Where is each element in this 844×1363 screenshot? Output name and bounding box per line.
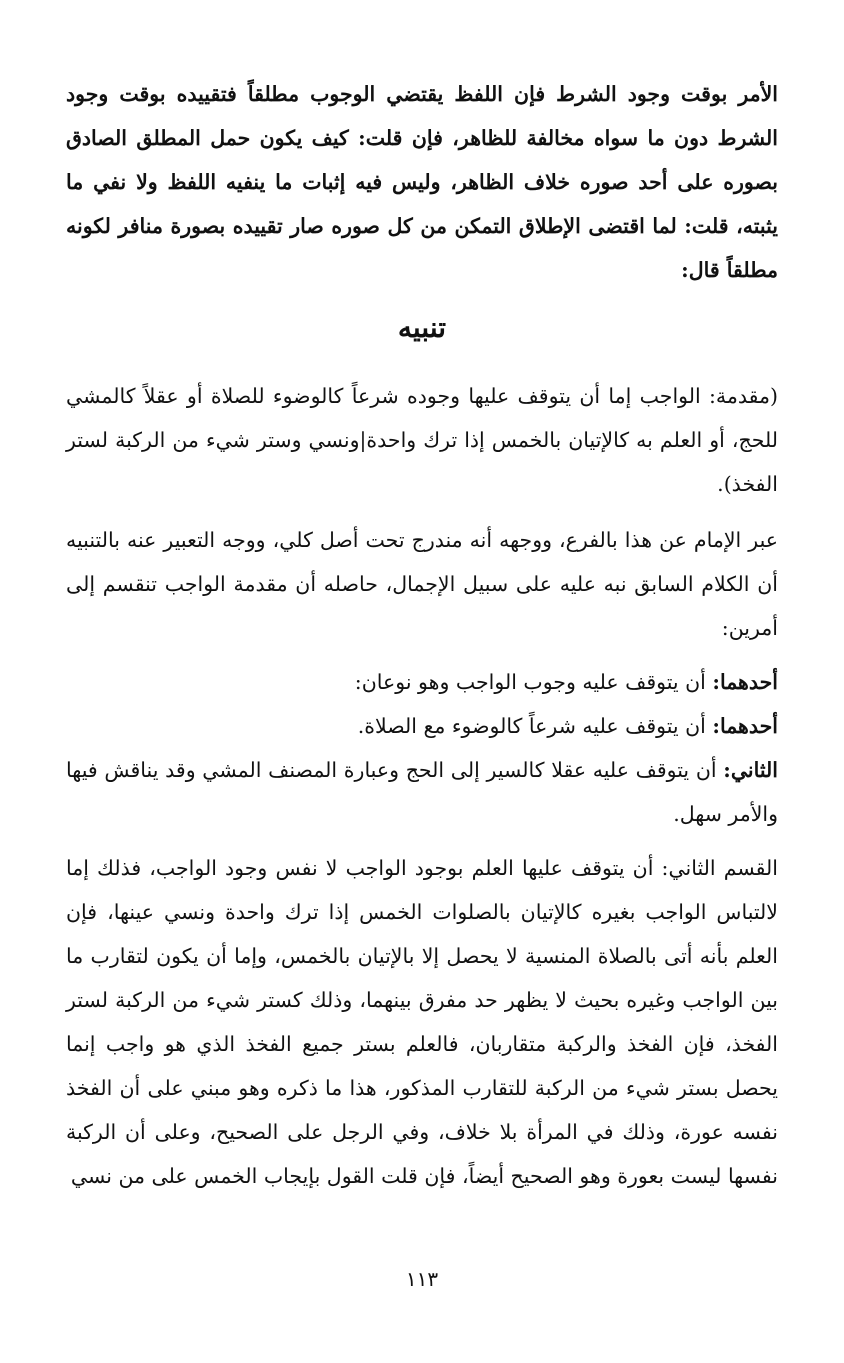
list-item-second [66, 748, 778, 836]
paragraph-commentary: عبر الإمام عن هذا بالفرع، ووجهه أنه مندرج تحت أصل كلي، ووجه التعبير عنه بالتنبيه أن الكلام السابق نبه عليه على سبيل الإجمال، حاصله أن مقدمة الواجب تنقسم إلى أمرين: [66, 528, 778, 640]
item-text: أن يتوقف عليه شرعاً كالوضوء مع الصلاة. [357, 714, 713, 738]
page-number: ١١٣ [405, 1267, 439, 1291]
paragraph-second-part: القسم الثاني: أن يتوقف عليها العلم بوجود الواجب لا نفس وجود الواجب، فذلك إما لالتباس الواجب بغيره كالإتيان بالصلوات الخمس إذا ترك واحدة ونسي عينها، فإن العلم بأنه أتى بالصلاة المنسية لا يحصل إلا بالإتيان بالخمس، وإما أن يكون لتقارب ما بين الواجب وغيره بحيث لا يظهر حد مفرق بينهما، وذلك كستر شيء من الركبة لستر الفخذ، فإن الفخذ والركبة متقاربان، فالعلم بستر جميع الفخذ الذي هو واجب إنما يحصل بستر شيء من الركبة للتقارب المذكور، هذا ما ذكره وهو مبني على أن الفخذ نفسه عورة، وذلك في المرأة بلا خلاف، وفي الرجل على الصحيح، وعلى أن الركبة نفسها ليست بعورة وهو الصحيح أيضاً، فإن قلت القول بإيجاب الخمس على من نسي [66, 856, 778, 1188]
item-text: أن يتوقف عليه وجوب الواجب وهو نوعان: [354, 670, 713, 694]
item-label: الثاني: [723, 758, 778, 782]
list-item-first-subtype [66, 704, 778, 748]
item-text: أن يتوقف عليه عقلا كالسير إلى الحج وعبارة المصنف المشي وقد يناقش فيها والأمر سهل. [66, 758, 778, 826]
paragraph-opening: الأمر بوقت وجود الشرط فإن اللفظ يقتضي الوجوب مطلقاً فتقييده بوقت وجود الشرط دون ما سواه مخالفة للظاهر، فإن قلت: كيف يكون حمل المطلق الصادق بصوره على أحد صوره خلاف الظاهر، وليس فيه إثبات ما ينفيه اللفظ ولا نفي ما يثبته، قلت: لما اقتضى الإطلاق التمكن من كل صوره صار تقييده بصورة منافر لكونه مطلقاً قال: [66, 82, 778, 282]
section-heading: تنبيه [397, 311, 447, 344]
list-item-first [66, 660, 778, 704]
item-label: أحدهما: [712, 714, 778, 738]
paragraph-muqaddima: (مقدمة: الواجب إما أن يتوقف عليها وجوده شرعاً كالوضوء للصلاة أو عقلاً كالمشي للحج، أو العلم به كالإتيان بالخمس إذا ترك واحدة|ونسي وستر شيء من الركبة لستر الفخذ). [66, 384, 778, 496]
item-label: أحدهما: [712, 670, 778, 694]
